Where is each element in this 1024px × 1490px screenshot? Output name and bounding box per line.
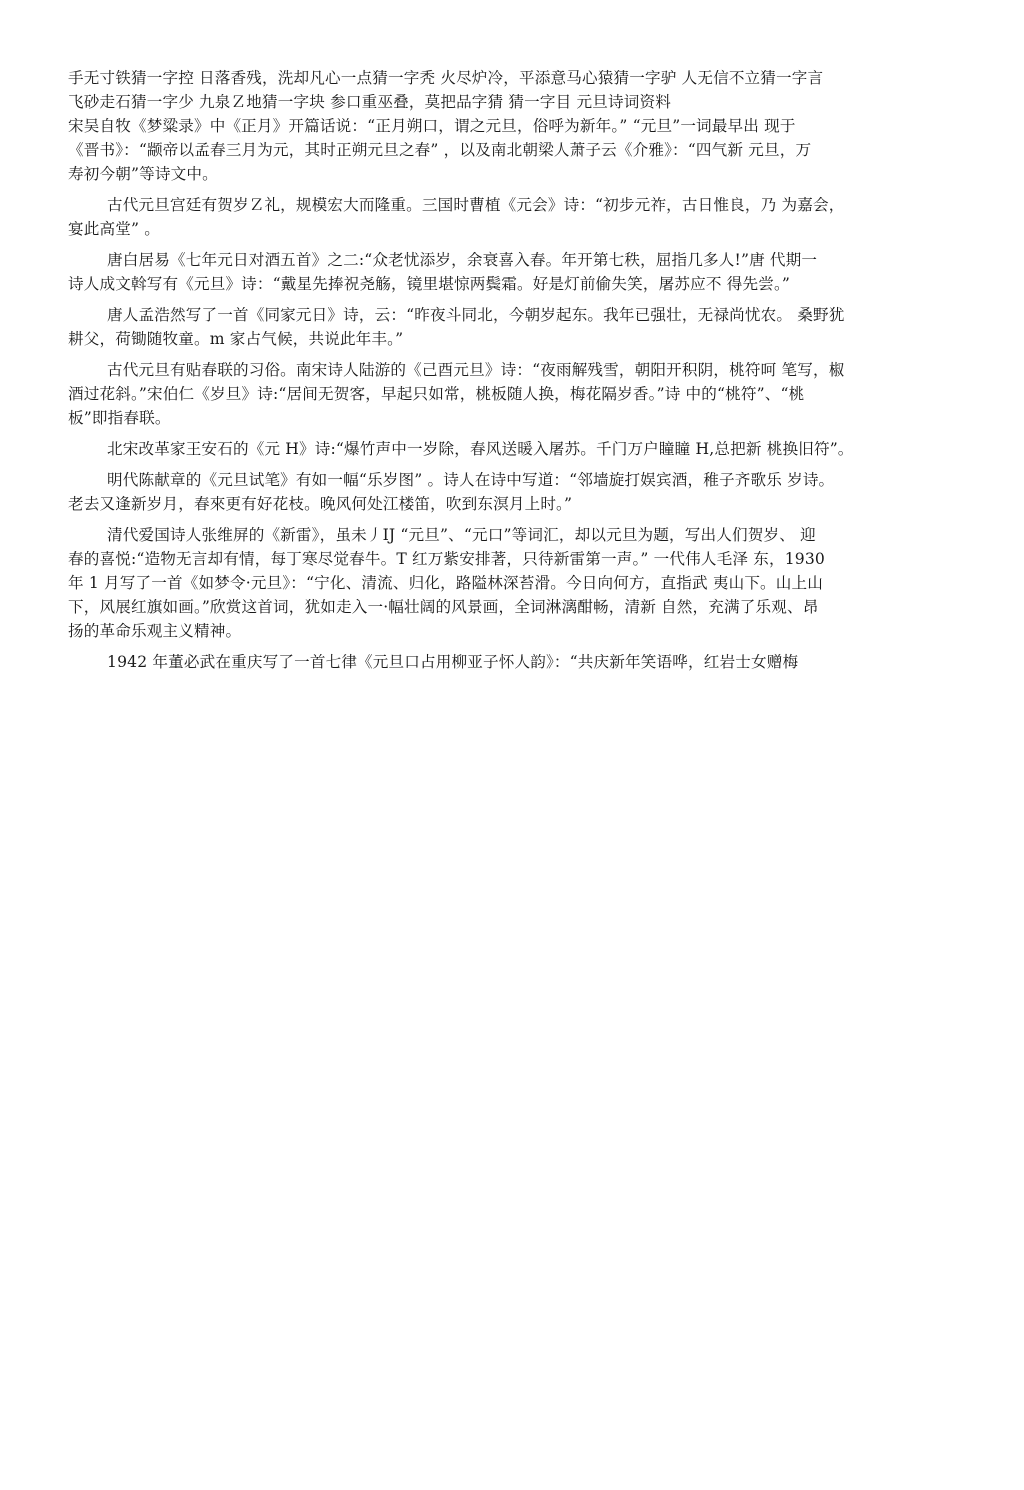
- text-line: 北宋改革家王安石的《元 H》诗:“爆竹声中一岁除，春风送暖入屠苏。千门万户瞳瞳 H,总把新 桃换旧符”。: [107, 440, 854, 458]
- text-line: 明代陈献章的《元旦试笔》有如一幅“乐岁图” 。诗人在诗中写道：“邻墙旋打娱宾酒，稚子齐歌乐 岁诗。: [107, 471, 835, 489]
- text-line: 古代元旦有贴春联的习俗。南宋诗人陆游的《己酉元旦》诗：“夜雨解残雪，朝阳开积阴，桃符呵 笔写，椒: [107, 361, 845, 379]
- text-line: 耕父，荷锄随牧童。m 家占气候，共说此年丰。”: [68, 330, 404, 348]
- text-line: 唐人孟浩然写了一首《同家元日》诗，云：“昨夜斗同北，今朝岁起东。我年已强壮，无禄尚忧农。 桑野犹: [107, 306, 845, 324]
- text-line: 1942 年董必武在重庆写了一首七律《元旦口占用柳亚子怀人韵》：“共庆新年笑语哗，红岩士女赠梅: [107, 653, 799, 671]
- text-line: 酒过花斜。”宋伯仁《岁旦》诗:“居间无贺客，早起只如常，桃板随人换，梅花隔岁香。”诗 中的“桃符”、“桃: [68, 385, 805, 403]
- text-line: 唐白居易《七年元日对酒五首》之二:“众老忧添岁，余衰喜入春。年开第七秩，屈指几多人!”唐 代期一: [107, 251, 818, 269]
- text-line: 宋吴自牧《梦粱录》中《正月》开篇话说：“正月朔口，谓之元旦，俗呼为新年。” “元旦”一词最早出 现于: [68, 117, 796, 135]
- document-body: [68, 66, 978, 674]
- text-line: 手无寸铁猜一字控 日落香残，洗却凡心一点猜一字秃 火尽炉冷，平添意马心猿猜一字驴 人无信不立猜一字言: [68, 69, 824, 87]
- text-line: 春的喜悦:“造物无言却有情，每丁寒尽觉春牛。T 红万紫安排著，只待新雷第一声。” 一代伟人毛泽 东，1930: [68, 550, 825, 568]
- text-line: 老去又逢新岁月，春來更有好花枝。晚风何处江楼笛，吹到东溟月上时。”: [68, 495, 573, 513]
- text-line: 古代元旦宫廷有贺岁Ｚ礼，规模宏大而隆重。三国时曹植《元会》诗：“初步元祚，古日惟良，乃 为嘉会，: [107, 196, 845, 214]
- text-line: 下，风展红旗如画。”欣赏这首词，犹如走入一·幅壮阔的风景画，全词淋漓酣畅，清新 自然，充满了乐观、昂: [68, 598, 819, 616]
- text-line: 年 1 月写了一首《如梦令·元旦》：“宁化、清流、归化，路隘林深苔滑。今日向何方，直指武 夷山下。山上山: [68, 574, 824, 592]
- text-line: 板”即指春联。: [68, 409, 171, 427]
- text-line: 清代爱国诗人张维屏的《新雷》，虽未丿IJ “元旦”、“元口”等词汇，却以元旦为题，写出人们贺岁、 迎: [107, 526, 816, 544]
- text-line: 《晋书》：“颛帝以孟春三月为元，其时正朔元旦之春” ，以及南北朝梁人萧子云《介雅》：“四气新 元旦，万: [68, 141, 812, 159]
- text-line: 诗人成文斡写有《元旦》诗：“戴星先捧祝尧觞，镜里堪惊两鬓霜。好是灯前偷失笑，屠苏应不 得先尝。”: [68, 275, 791, 293]
- text-line: 扬的革命乐观主义精神。: [68, 622, 242, 640]
- text-line: 飞砂走石猜一字少 九泉Ｚ地猜一字块 参口重巫叠，莫把品字猜 猜一字目 元旦诗词资料: [68, 93, 671, 111]
- text-line: 寿初今朝”等诗文中。: [68, 165, 218, 183]
- text-line: 宴此高堂” 。: [68, 220, 160, 238]
